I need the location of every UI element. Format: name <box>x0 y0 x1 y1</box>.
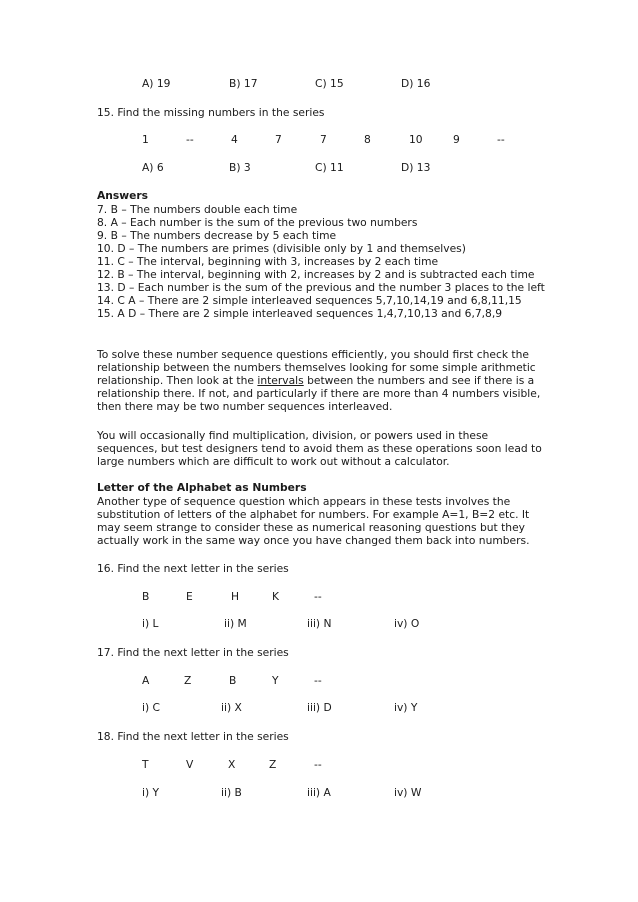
q14-option-d: D) 16 <box>401 77 431 90</box>
q17-series-item: B <box>229 674 237 687</box>
answer-line: 7. B – The numbers double each time <box>97 203 298 216</box>
q15-series-item: 7 <box>320 133 327 146</box>
q15-option-a: A) 6 <box>142 161 164 174</box>
answer-line: 9. B – The numbers decrease by 5 each time <box>97 229 337 242</box>
q16-series-item: K <box>272 590 280 603</box>
q17-series-item: -- <box>314 674 322 687</box>
q18-option-i: i) Y <box>142 786 160 799</box>
q15-series-item: 8 <box>364 133 371 146</box>
q18-series-item: T <box>142 758 149 771</box>
q17-option-i: i) C <box>142 701 160 714</box>
q18-option-ii: ii) B <box>221 786 242 799</box>
q15-series-item: -- <box>186 133 194 146</box>
answer-line: 10. D – The numbers are primes (divisible only by 1 and themselves) <box>97 242 466 255</box>
paragraph-text: To solve these number sequence questions efficiently, you should first check the relationship between the numbers themselves looking for some simple arithmetic relationship. Then look at the <box>97 348 536 387</box>
answer-line: 13. D – Each number is the sum of the previous and the number 3 places to the left <box>97 281 545 294</box>
q17-series-item: Z <box>184 674 192 687</box>
q16-series-item: E <box>186 590 193 603</box>
answer-line: 11. C – The interval, beginning with 3, increases by 2 each time <box>97 255 439 268</box>
q15-series-item: 1 <box>142 133 149 146</box>
q17-title: 17. Find the next letter in the series <box>97 646 289 659</box>
q16-title: 16. Find the next letter in the series <box>97 562 289 575</box>
q16-series-item: H <box>231 590 240 603</box>
q16-option-i: i) L <box>142 617 159 630</box>
q18-series-item: Z <box>269 758 277 771</box>
answer-line: 8. A – Each number is the sum of the previous two numbers <box>97 216 418 229</box>
q16-option-iv: iv) O <box>394 617 420 630</box>
q16-series-item: -- <box>314 590 322 603</box>
answers-heading: Answers <box>97 189 148 202</box>
alphabet-paragraph: Another type of sequence question which appears in these tests involves the substitution of letters of the alphabet for numbers. For example A=1, B=2 etc. It may seem strange to consider these as numerical reasoning questions but they actually work in the same way once you have changed them back into numbers. <box>97 495 530 547</box>
q15-option-d: D) 13 <box>401 161 431 174</box>
q15-series-item: -- <box>497 133 505 146</box>
q16-option-iii: iii) N <box>307 617 332 630</box>
q18-option-iv: iv) W <box>394 786 422 799</box>
q18-option-iii: iii) A <box>307 786 331 799</box>
answer-line: 12. B – The interval, beginning with 2, increases by 2 and is subtracted each time <box>97 268 535 281</box>
q17-series-item: Y <box>272 674 279 687</box>
q17-option-iv: iv) Y <box>394 701 418 714</box>
paragraph-sequence-tips <box>97 348 545 413</box>
q16-series-item: B <box>142 590 150 603</box>
q15-series-item: 7 <box>275 133 282 146</box>
q17-series-item: A <box>142 674 150 687</box>
answers-list <box>97 203 545 320</box>
q18-title: 18. Find the next letter in the series <box>97 730 289 743</box>
q14-option-b: B) 17 <box>229 77 258 90</box>
answer-line: 14. C A – There are 2 simple interleaved sequences 5,7,10,14,19 and 6,8,11,15 <box>97 294 522 307</box>
answer-line: 15. A D – There are 2 simple interleaved sequences 1,4,7,10,13 and 6,7,8,9 <box>97 307 503 320</box>
q17-option-ii: ii) X <box>221 701 242 714</box>
q18-series-item: X <box>228 758 236 771</box>
q15-title: 15. Find the missing numbers in the series <box>97 106 325 119</box>
q16-option-ii: ii) M <box>224 617 247 630</box>
intervals-link[interactable]: intervals <box>257 374 304 387</box>
q15-option-c: C) 11 <box>315 161 344 174</box>
q18-series-item: V <box>186 758 194 771</box>
q18-series-item: -- <box>314 758 322 771</box>
q15-series-item: 4 <box>231 133 238 146</box>
q14-option-a: A) 19 <box>142 77 171 90</box>
q15-series-item: 9 <box>453 133 460 146</box>
paragraph-text: between the numbers and see if there is a relationship there. If not, and particularly if there are more than 4 numbers visible, then there may be two number sequences interleaved. <box>97 374 541 413</box>
alphabet-heading: Letter of the Alphabet as Numbers <box>97 481 307 494</box>
q14-option-c: C) 15 <box>315 77 344 90</box>
q15-option-b: B) 3 <box>229 161 251 174</box>
q15-series-item: 10 <box>409 133 423 146</box>
paragraph-operations: You will occasionally find multiplication, division, or powers used in these sequences, but test designers tend to avoid them as these operations soon lead to large numbers which are difficult to work out without a calculator. <box>97 429 542 468</box>
q17-option-iii: iii) D <box>307 701 332 714</box>
